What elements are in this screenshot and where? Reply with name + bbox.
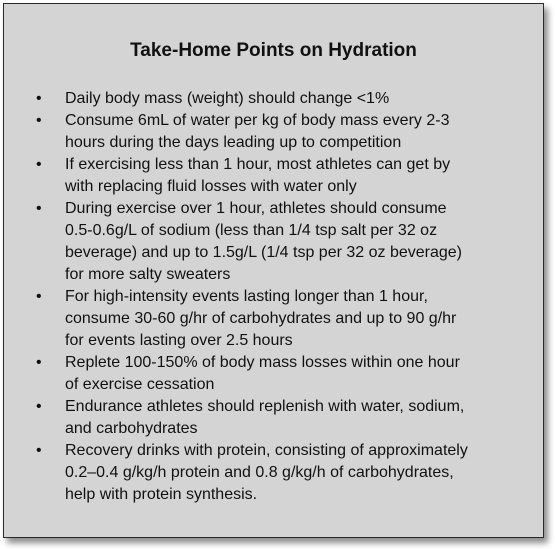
take-home-points-box <box>3 3 544 538</box>
bullet-icon: • <box>36 90 42 107</box>
bullet-icon: • <box>36 200 42 217</box>
point-line: of exercise cessation <box>65 376 215 393</box>
point-line: Daily body mass (weight) should change <1% <box>65 90 390 107</box>
point-line: Endurance athletes should replenish with water, sodium, <box>65 398 465 415</box>
point-item <box>30 286 542 352</box>
point-line: consume 30-60 g/hr of carbohydrates and up to 90 g/hr <box>65 310 457 327</box>
point-line: for events lasting over 2.5 hours <box>65 332 293 349</box>
point-line: beverage) and up to 1.5g/L (1/4 tsp per 32 oz beverage) <box>65 244 463 261</box>
hydration-points-list <box>30 88 542 506</box>
point-line: Recovery drinks with protein, consisting of approximately <box>65 442 468 459</box>
point-item <box>30 198 542 286</box>
point-line: help with protein synthesis. <box>65 486 258 503</box>
point-line: 0.5-0.6g/L of sodium (less than 1/4 tsp salt per 32 oz <box>65 222 438 239</box>
point-line: with replacing fluid losses with water only <box>65 178 357 195</box>
point-line: Consume 6mL of water per kg of body mass every 2-3 <box>65 112 450 129</box>
point-item <box>30 396 542 440</box>
point-line: During exercise over 1 hour, athletes should consume <box>65 200 447 217</box>
box-title: Take-Home Points on Hydration <box>130 40 417 61</box>
point-item <box>30 110 542 154</box>
point-line: 0.2–0.4 g/kg/h protein and 0.8 g/kg/h of carbohydrates, <box>65 464 454 481</box>
point-item <box>30 88 542 110</box>
bullet-icon: • <box>36 156 42 173</box>
point-item <box>30 440 542 506</box>
bullet-icon: • <box>36 112 42 129</box>
bullet-icon: • <box>36 288 42 305</box>
point-line: hours during the days leading up to competition <box>65 134 402 151</box>
point-item <box>30 154 542 198</box>
point-line: for more salty sweaters <box>65 266 231 283</box>
point-item <box>30 352 542 396</box>
point-line: and carbohydrates <box>65 420 198 437</box>
point-line: Replete 100-150% of body mass losses within one hour <box>65 354 460 371</box>
point-line: For high-intensity events lasting longer than 1 hour, <box>65 288 428 305</box>
bullet-icon: • <box>36 398 42 415</box>
point-line: If exercising less than 1 hour, most athletes can get by <box>65 156 451 173</box>
bullet-icon: • <box>36 442 42 459</box>
bullet-icon: • <box>36 354 42 371</box>
